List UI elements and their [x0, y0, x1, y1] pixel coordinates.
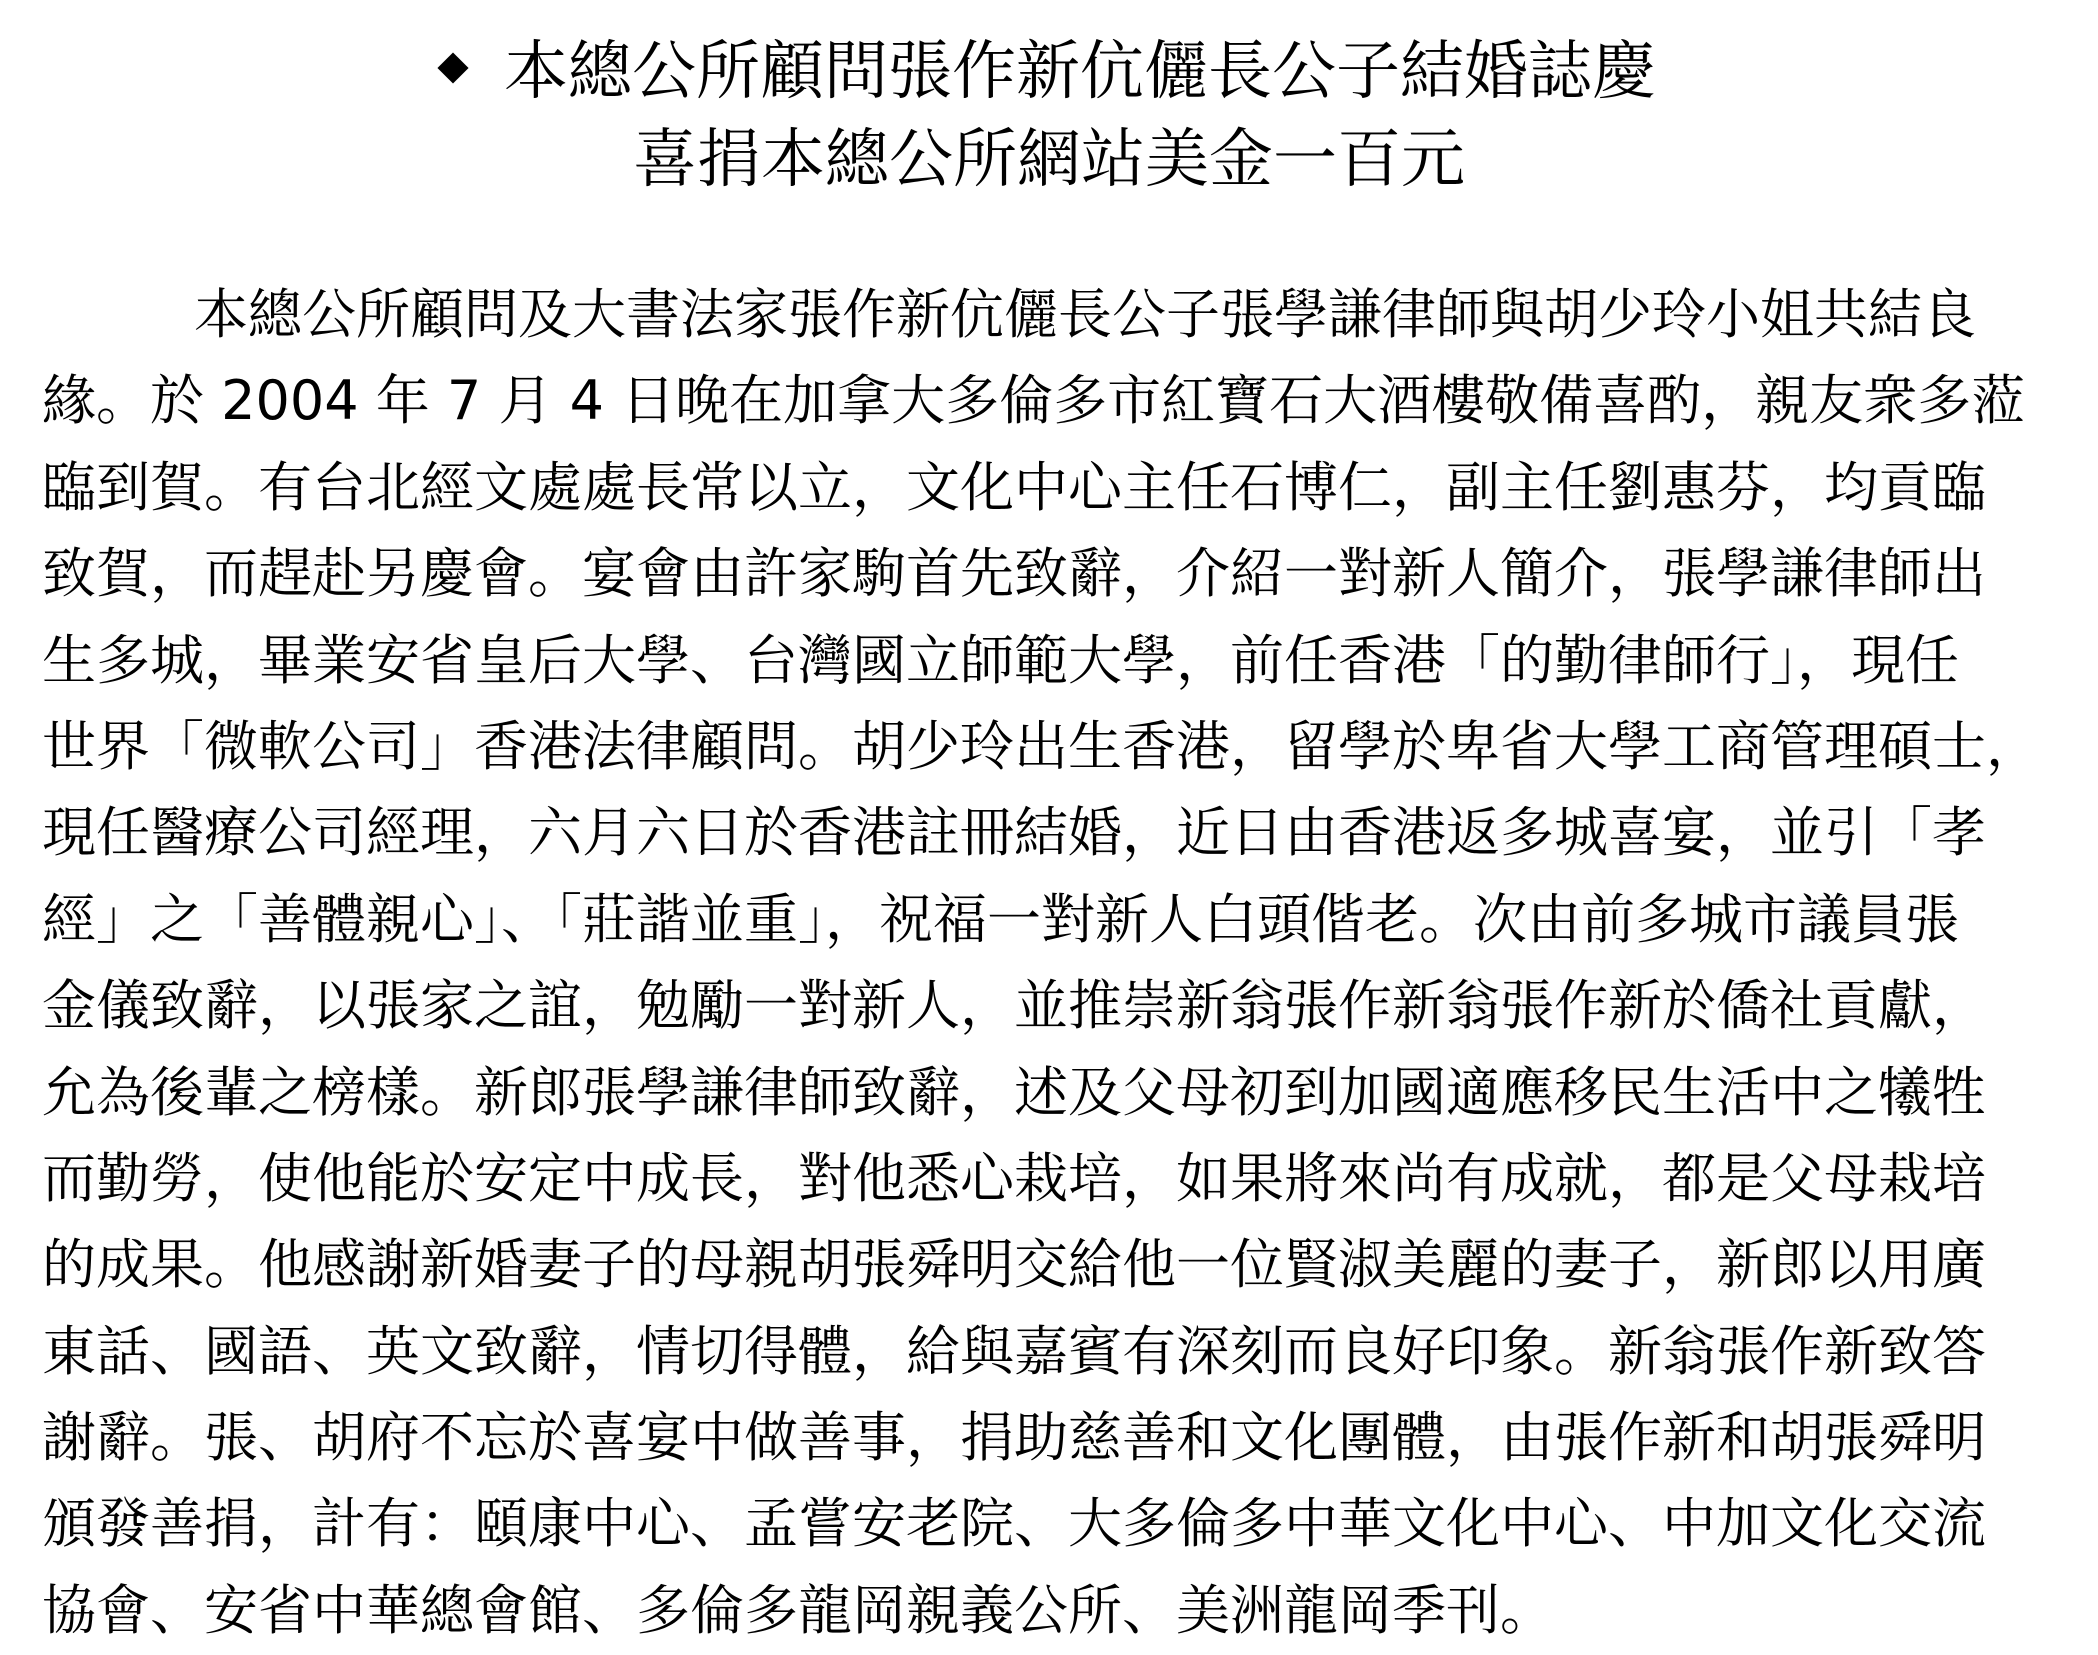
title-line-1 — [0, 28, 2098, 116]
article-body — [42, 272, 2062, 1654]
body-line: 生多城，畢業安省皇后大學、台灣國立師範大學，前任香港「的勤律師行」，現任 — [42, 628, 1959, 692]
body-line: 頒發善捐，計有：頤康中心、孟嘗安老院、大多倫多中華文化中心、中加文化交流 — [42, 1492, 1986, 1556]
body-line: 臨到賀。有台北經文處處長常以立，文化中心主任石博仁，副主任劉惠芬，均貢臨 — [42, 455, 1986, 519]
body-line: 協會、安省中華總會館、多倫多龍岡親義公所、美洲龍岡季刊。 — [42, 1578, 1554, 1642]
body-line: 金儀致辭，以張家之誼，勉勵一對新人，並推崇新翁張作新翁張作新於僑社貢獻， — [42, 974, 1986, 1038]
body-line: 東話、國語、英文致辭，情切得體，給與嘉賓有深刻而良好印象。新翁張作新致答 — [42, 1319, 1986, 1383]
title-text-1: 本總公所顧問張作新伉儷長公子結婚誌慶 — [504, 35, 1656, 109]
body-line: 謝辭。張、胡府不忘於喜宴中做善事，捐助慈善和文化團體，由張作新和胡張舜明 — [42, 1406, 1986, 1470]
body-line: 的成果。他感謝新婚妻子的母親胡張舜明交給他一位賢淑美麗的妻子，新郎以用廣 — [42, 1233, 1986, 1297]
body-line: 現任醫療公司經理，六月六日於香港註冊結婚，近日由香港返多城喜宴，並引「孝 — [42, 801, 1986, 865]
body-line: 經」之「善體親心」、「莊諧並重」，祝福一對新人白頭偕老。次由前多城市議員張 — [42, 887, 1959, 951]
diamond-bullet-icon — [437, 52, 468, 83]
body-line: 允為後輩之榜樣。新郎張學謙律師致辭，述及父母初到加國適應移民生活中之犧牲 — [42, 1060, 1986, 1124]
body-line: 而勤勞，使他能於安定中成長，對他悉心栽培，如果將來尚有成就，都是父母栽培 — [42, 1146, 1986, 1210]
title-line-2: 喜捐本總公所網站美金一百元 — [633, 123, 1465, 197]
body-line: 致賀，而趕赴另慶會。宴會由許家駒首先致辭，介紹一對新人簡介，張學謙律師出 — [42, 542, 1986, 606]
body-line: 緣。於 2004 年 7 月 4 日晚在加拿大多倫多市紅寶石大酒樓敬備喜酌，親友衆多蒞 — [42, 369, 2026, 433]
body-line: 世界「微軟公司」香港法律顧問。胡少玲出生香港，留學於卑省大學工商管理碩士， — [42, 714, 2040, 778]
article-title — [0, 28, 2098, 204]
body-line: 本總公所顧問及大書法家張作新伉儷長公子張學謙律師與胡少玲小姐共結良 — [194, 283, 1976, 346]
